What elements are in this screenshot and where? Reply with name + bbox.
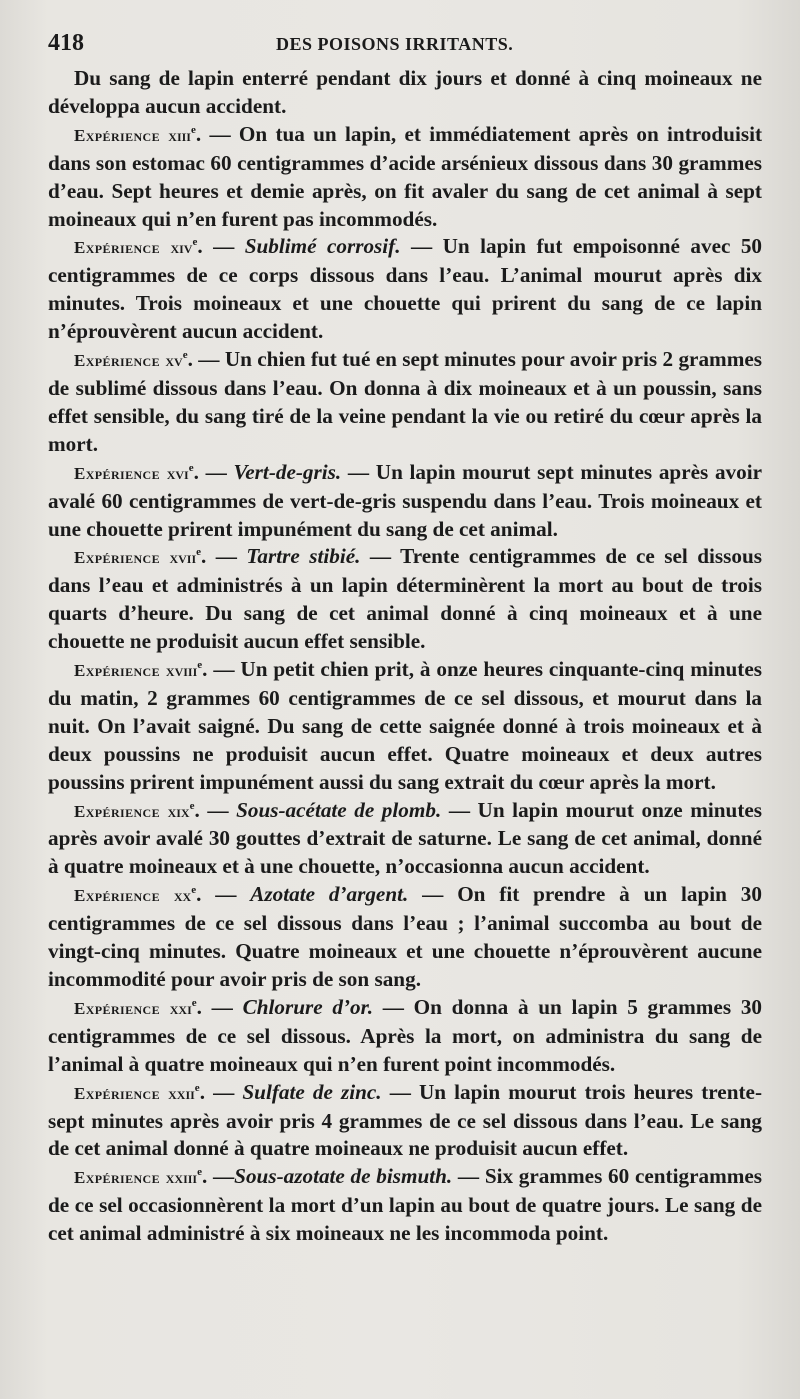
experiment-separator: . — (196, 882, 251, 907)
experiment-paragraph (48, 656, 762, 797)
experiment-numeral-suffix: e (197, 1166, 202, 1179)
experiment-paragraph (48, 1079, 762, 1164)
experiment-label: Expérience (74, 801, 161, 821)
experiment-subject: Sous-acétate de plomb. (236, 797, 442, 822)
running-head: DES POISONS IRRITANTS. (276, 34, 514, 54)
experiment-numeral-suffix: e (194, 1081, 200, 1094)
experiment-numeral: xviii (165, 661, 198, 681)
experiment-numeral: xix (167, 801, 190, 821)
experiment-text: — Un lapin fut empoisonné avec 50 centigrammes de ce corps dissous dans l’eau. L’animal mourut après dix minutes. Trois moineaux et une chouette qui prirent du sang de ce lapin n’éprouvèrent aucun accident. (48, 234, 763, 344)
experiment-subject: Vert-de-gris. (233, 459, 342, 484)
experiment-label: Expérience (74, 998, 161, 1018)
experiment-separator: . — (202, 657, 241, 682)
experiment-subject: Tartre stibié. (246, 544, 361, 569)
experiment-paragraph (48, 459, 762, 544)
experiment-text: — Un lapin mourut sept minutes après avoir avalé 60 centigrammes de vert-de-gris suspendu dans l’eau. Trois moineaux et une chouette prirent impunément du sang de cet animal. (48, 459, 763, 541)
experiment-paragraph (48, 1163, 762, 1248)
experiment-text: Un chien fut tué en sept minutes pour avoir pris 2 grammes de sublimé dissous dans l’eau. On donna à dix moineaux et à un poussin, sans effet sensible, du sang tiré de la veine pendant la vie ou retiré du cœur après la mort. (48, 347, 763, 456)
experiment-numeral: xiv (170, 238, 193, 258)
experiment-text: — Un lapin mourut trois heures trente-sept minutes après avoir pris 4 grammes de ce sel dissous dans l’eau. Le sang de cet animal donné à quatre moineaux ne produisit aucun effet. (48, 1079, 763, 1161)
experiment-text: — Un lapin mourut onze minutes après avoir avalé 30 gouttes d’extrait de saturne. Le sang de cet animal, donné à quatre moineaux et à une chouette, n’occasionna aucun accident. (48, 797, 763, 879)
page-number: 418 (48, 30, 84, 56)
experiment-label: Expérience (74, 548, 161, 568)
experiment-label: Expérience (74, 1083, 161, 1103)
experiment-numeral: xxi (169, 998, 192, 1018)
experiment-numeral: xvii (169, 548, 197, 568)
experiment-numeral-suffix: e (196, 546, 202, 559)
intro-paragraph: Du sang de lapin enterré pendant dix jours et donné à cinq moineaux ne développa aucun accident. (48, 66, 762, 118)
experiment-paragraph (48, 121, 762, 234)
experiment-label: Expérience (74, 463, 161, 483)
experiment-label: Expérience (74, 125, 161, 145)
experiment-separator: . — (199, 1079, 243, 1104)
experiment-numeral-suffix: e (191, 996, 197, 1009)
experiment-paragraph (48, 881, 762, 994)
experiment-separator: . — (193, 459, 234, 484)
experiment-numeral-suffix: e (190, 123, 196, 136)
experiment-numeral-suffix: e (182, 349, 188, 361)
experiment-subject: Sulfate de zinc. (242, 1079, 382, 1104)
experiment-numeral-suffix: e (192, 236, 198, 249)
experiment-label: Expérience (74, 661, 161, 681)
experiment-numeral: xxiii (165, 1168, 198, 1188)
experiment-separator: . — (197, 234, 245, 259)
experiment-paragraph (48, 233, 762, 346)
experiment-numeral-suffix: e (197, 658, 203, 671)
experiment-label: Expérience (74, 238, 161, 258)
experiment-list (48, 121, 762, 1248)
page-header (48, 30, 770, 60)
experiment-numeral: xiii (168, 125, 191, 145)
experiment-numeral: xxii (168, 1083, 195, 1103)
experiment-text: — On donna à un lapin 5 grammes 30 centigrammes de ce sel dissous. Après la mort, on administra du sang de l’animal à quatre moineaux qui n’en furent point incommodés. (48, 994, 763, 1076)
experiment-separator: . — (195, 121, 239, 146)
experiment-text: Un petit chien prit, à onze heures cinquante-cinq minutes du matin, 2 grammes 60 centigrammes de ce sel dissous, et mourut dans la nuit. On l’avait saigné. Du sang de cette saignée donné à trois moineaux et à deux poussins ne produisit aucun effet. Quatre moineaux et deux autres poussins prirent impunément aussi du sang extrait du cœur après la mort. (48, 657, 763, 794)
experiment-numeral-suffix: e (189, 799, 195, 812)
experiment-numeral: xv (165, 351, 183, 371)
experiment-text: — On fit prendre à un lapin 30 centigrammes de ce sel dissous dans l’eau ; l’animal succomba au bout de vingt-cinq minutes. Quatre moineaux et une chouette n’éprouvèrent aucune incommodité pour avoir pris de son sang. (48, 882, 762, 991)
experiment-separator: . — (187, 347, 225, 372)
experiment-paragraph (48, 994, 762, 1079)
experiment-numeral-suffix: e (188, 461, 194, 474)
experiment-subject: Azotate d’argent. (250, 882, 409, 907)
experiment-separator: . — (194, 797, 237, 822)
experiment-numeral: xvi (166, 463, 189, 483)
experiment-paragraph (48, 346, 762, 459)
experiment-subject: Sous-azotate de bismuth. (234, 1164, 453, 1189)
experiment-label: Expérience (74, 351, 161, 371)
experiment-numeral: xx (173, 886, 192, 906)
experiment-label: Expérience (74, 1168, 161, 1188)
experiment-text: — Trente centigrammes de ce sel dissous dans l’eau et administrés à un lapin déterminèrent la mort au bout de trois quarts d’heure. Du sang de cet animal donné à cinq moineaux et à une chouette ne produisit aucun effet sensible. (48, 544, 763, 654)
experiment-paragraph (48, 543, 762, 656)
text-body (48, 65, 762, 1248)
experiment-text: On tua un lapin, et immédiatement après on introduisit dans son estomac 60 centigrammes d’acide arsénieux dissous dans 30 grammes d’eau. Sept heures et demie après, on fit avaler du sang de cet animal à sept moineaux qui n’en furent pas incommodés. (48, 121, 763, 231)
experiment-paragraph (48, 797, 762, 882)
experiment-text: — Six grammes 60 centigrammes de ce sel occasionnèrent la mort d’un lapin au bout de quatre jours. Le sang de cet animal administré à six moineaux ne les incommoda point. (48, 1164, 763, 1246)
experiment-subject: Sublimé corrosif. (244, 234, 401, 259)
experiment-separator: . — (201, 1164, 235, 1189)
experiment-subject: Chlorure d’or. (242, 994, 374, 1019)
experiment-separator: . — (196, 994, 243, 1019)
experiment-separator: . — (201, 544, 247, 569)
experiment-numeral-suffix: e (191, 884, 197, 897)
experiment-label: Expérience (74, 886, 161, 906)
